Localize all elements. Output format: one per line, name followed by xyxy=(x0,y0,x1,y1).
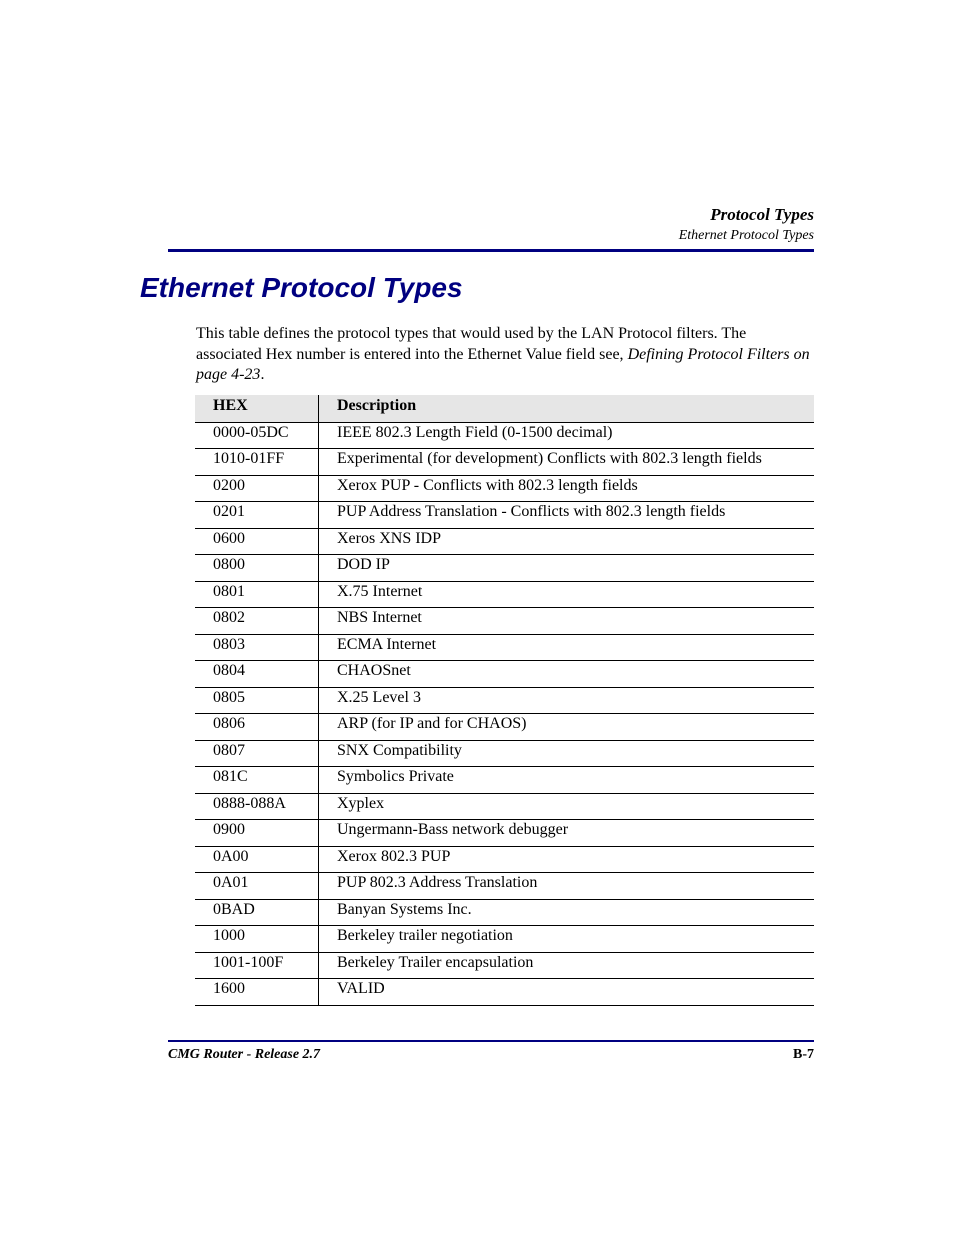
hex-cell: 0200 xyxy=(195,475,319,502)
footer-page-number: B-7 xyxy=(793,1047,814,1062)
hex-cell: 0802 xyxy=(195,608,319,635)
hex-cell: 0A01 xyxy=(195,873,319,900)
description-cell: Berkeley trailer negotiation xyxy=(319,926,815,953)
hex-cell: 0806 xyxy=(195,714,319,741)
hex-cell: 0600 xyxy=(195,528,319,555)
description-cell: VALID xyxy=(319,979,815,1006)
description-cell: SNX Compatibility xyxy=(319,740,815,767)
description-cell: ARP (for IP and for CHAOS) xyxy=(319,714,815,741)
description-cell: Symbolics Private xyxy=(319,767,815,794)
page-title: Ethernet Protocol Types xyxy=(140,272,463,303)
table-row xyxy=(195,661,814,688)
intro-paragraph xyxy=(196,324,814,386)
description-cell: X.75 Internet xyxy=(319,581,815,608)
hex-cell: 1000 xyxy=(195,926,319,953)
description-cell: DOD IP xyxy=(319,555,815,582)
table-row xyxy=(195,873,814,900)
table-row xyxy=(195,634,814,661)
footer-product: CMG Router - Release 2.7 xyxy=(168,1047,321,1062)
table-row xyxy=(195,449,814,476)
table-row xyxy=(195,952,814,979)
table-row xyxy=(195,502,814,529)
hex-cell: 0000-05DC xyxy=(195,422,319,449)
description-cell: Xeros XNS IDP xyxy=(319,528,815,555)
hex-cell: 0805 xyxy=(195,687,319,714)
footer-rule xyxy=(168,1040,814,1042)
description-cell: IEEE 802.3 Length Field (0-1500 decimal) xyxy=(319,422,815,449)
intro-text: This table defines the protocol types that would used by the LAN Protocol filters. The associated Hex number is entered into the Ethernet Value field see, xyxy=(196,325,747,363)
table-row xyxy=(195,555,814,582)
column-header-description: Description xyxy=(319,395,815,422)
table-row xyxy=(195,793,814,820)
table-row xyxy=(195,422,814,449)
table-row xyxy=(195,979,814,1006)
description-cell: CHAOSnet xyxy=(319,661,815,688)
table-row xyxy=(195,528,814,555)
description-cell: X.25 Level 3 xyxy=(319,687,815,714)
table-row xyxy=(195,608,814,635)
hex-cell: 0804 xyxy=(195,661,319,688)
hex-cell: 0201 xyxy=(195,502,319,529)
hex-cell: 0A00 xyxy=(195,846,319,873)
table-row xyxy=(195,846,814,873)
description-cell: Xyplex xyxy=(319,793,815,820)
intro-end: . xyxy=(260,366,265,383)
hex-cell: 0BAD xyxy=(195,899,319,926)
column-header-hex: HEX xyxy=(195,395,319,422)
hex-cell: 1600 xyxy=(195,979,319,1006)
running-header-subsection: Ethernet Protocol Types xyxy=(678,228,814,243)
description-cell: Ungermann-Bass network debugger xyxy=(319,820,815,847)
table-row xyxy=(195,820,814,847)
hex-cell: 0800 xyxy=(195,555,319,582)
description-cell: Experimental (for development) Conflicts with 802.3 length fields xyxy=(319,449,815,476)
hex-cell: 1001-100F xyxy=(195,952,319,979)
description-cell: PUP Address Translation - Conflicts with 802.3 length fields xyxy=(319,502,815,529)
description-cell: NBS Internet xyxy=(319,608,815,635)
header-rule xyxy=(168,249,814,252)
hex-cell: 0801 xyxy=(195,581,319,608)
intro-cross-reference[interactable]: Defining Protocol Filters on page 4-23 xyxy=(196,345,810,383)
description-cell: Berkeley Trailer encapsulation xyxy=(319,952,815,979)
description-cell: PUP 802.3 Address Translation xyxy=(319,873,815,900)
protocol-types-table xyxy=(195,395,814,1006)
description-cell: Banyan Systems Inc. xyxy=(319,899,815,926)
hex-cell: 0807 xyxy=(195,740,319,767)
running-header-section: Protocol Types xyxy=(710,205,814,224)
table-row xyxy=(195,899,814,926)
hex-cell: 1010-01FF xyxy=(195,449,319,476)
table-row xyxy=(195,581,814,608)
hex-cell: 0803 xyxy=(195,634,319,661)
table-row xyxy=(195,767,814,794)
table-row xyxy=(195,926,814,953)
description-cell: ECMA Internet xyxy=(319,634,815,661)
description-cell: Xerox PUP - Conflicts with 802.3 length fields xyxy=(319,475,815,502)
table-row xyxy=(195,475,814,502)
table-row xyxy=(195,687,814,714)
table-row xyxy=(195,714,814,741)
table-header-row xyxy=(195,395,814,422)
hex-cell: 0888-088A xyxy=(195,793,319,820)
hex-cell: 0900 xyxy=(195,820,319,847)
hex-cell: 081C xyxy=(195,767,319,794)
description-cell: Xerox 802.3 PUP xyxy=(319,846,815,873)
table-row xyxy=(195,740,814,767)
table-body xyxy=(195,422,814,1005)
running-header xyxy=(679,205,814,246)
